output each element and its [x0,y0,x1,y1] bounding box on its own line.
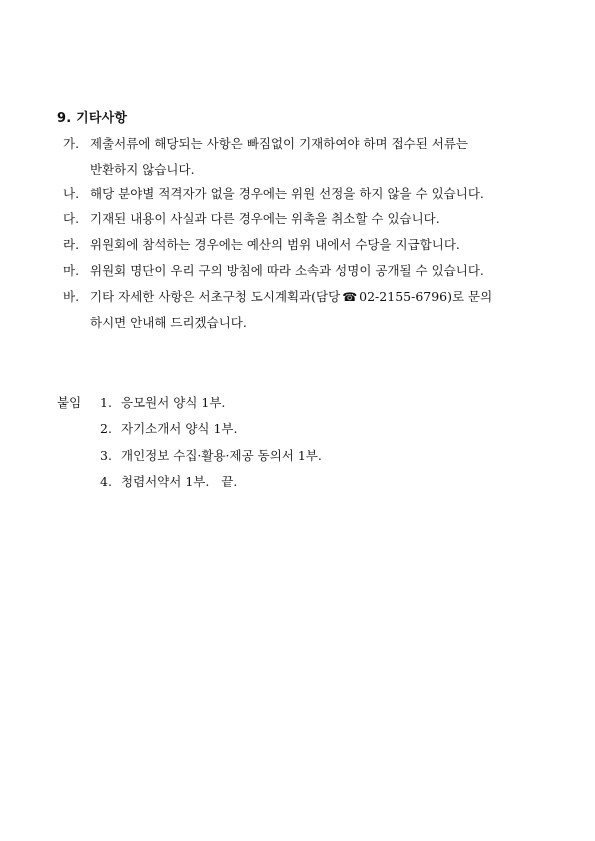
attachment-number: 3. [100,448,112,463]
list-item [63,181,543,207]
item-text: 기재된 내용이 사실과 다른 경우에는 위촉을 취소할 수 있습니다. [90,211,440,226]
item-text: 해당 분야별 적격자가 없을 경우에는 위원 선정을 하지 않을 수 있습니다. [90,186,484,201]
attachment-text: 청렴서약서 1부. 끝. [121,474,238,489]
item-marker: 가. [63,136,80,151]
item-marker: 다. [63,211,80,226]
item-marker: 라. [63,237,80,252]
item-text-continuation: 반환하지 않습니다. [90,162,195,177]
attachments-label: 붙임 [57,395,82,410]
attachment-number: 4. [100,474,112,489]
item-text: 제출서류에 해당되는 사항은 빠짐없이 기재하여야 하며 접수된 서류는 [90,136,468,151]
list-item [63,258,543,284]
attachment-number: 1. [100,395,112,410]
list-item [63,131,543,183]
attachment-text: 자기소개서 양식 1부. [121,421,238,436]
attachment-number: 2. [100,421,112,436]
attachment-item [100,416,237,442]
attachment-item [100,443,322,469]
item-text: 위원회에 참석하는 경우에는 예산의 범위 내에서 수당을 지급합니다. [90,237,460,252]
attachment-text: 응모원서 양식 1부. [121,395,226,410]
attachment-item [100,469,237,495]
item-marker: 나. [63,186,80,201]
item-text: 위원회 명단이 우리 구의 방침에 따라 소속과 성명이 공개될 수 있습니다. [90,263,484,278]
list-item [63,284,543,336]
attachment-item [100,390,225,416]
telephone-icon: ☎ [342,290,358,304]
item-text-phone: 02-2155-6796)로 문의 [359,289,493,304]
item-text-continuation: 하시면 안내해 드리겠습니다. [90,315,247,330]
item-marker: 마. [63,263,80,278]
list-item [63,206,543,232]
attachments-label-row [57,390,100,416]
attachment-text: 개인정보 수집·활용·제공 동의서 1부. [121,448,322,463]
item-marker: 바. [63,289,80,304]
item-text: 기타 자세한 사항은 서초구청 도시계획과(담당 [90,289,341,304]
section-title: 9. 기타사항 [57,111,128,126]
list-item [63,232,543,258]
